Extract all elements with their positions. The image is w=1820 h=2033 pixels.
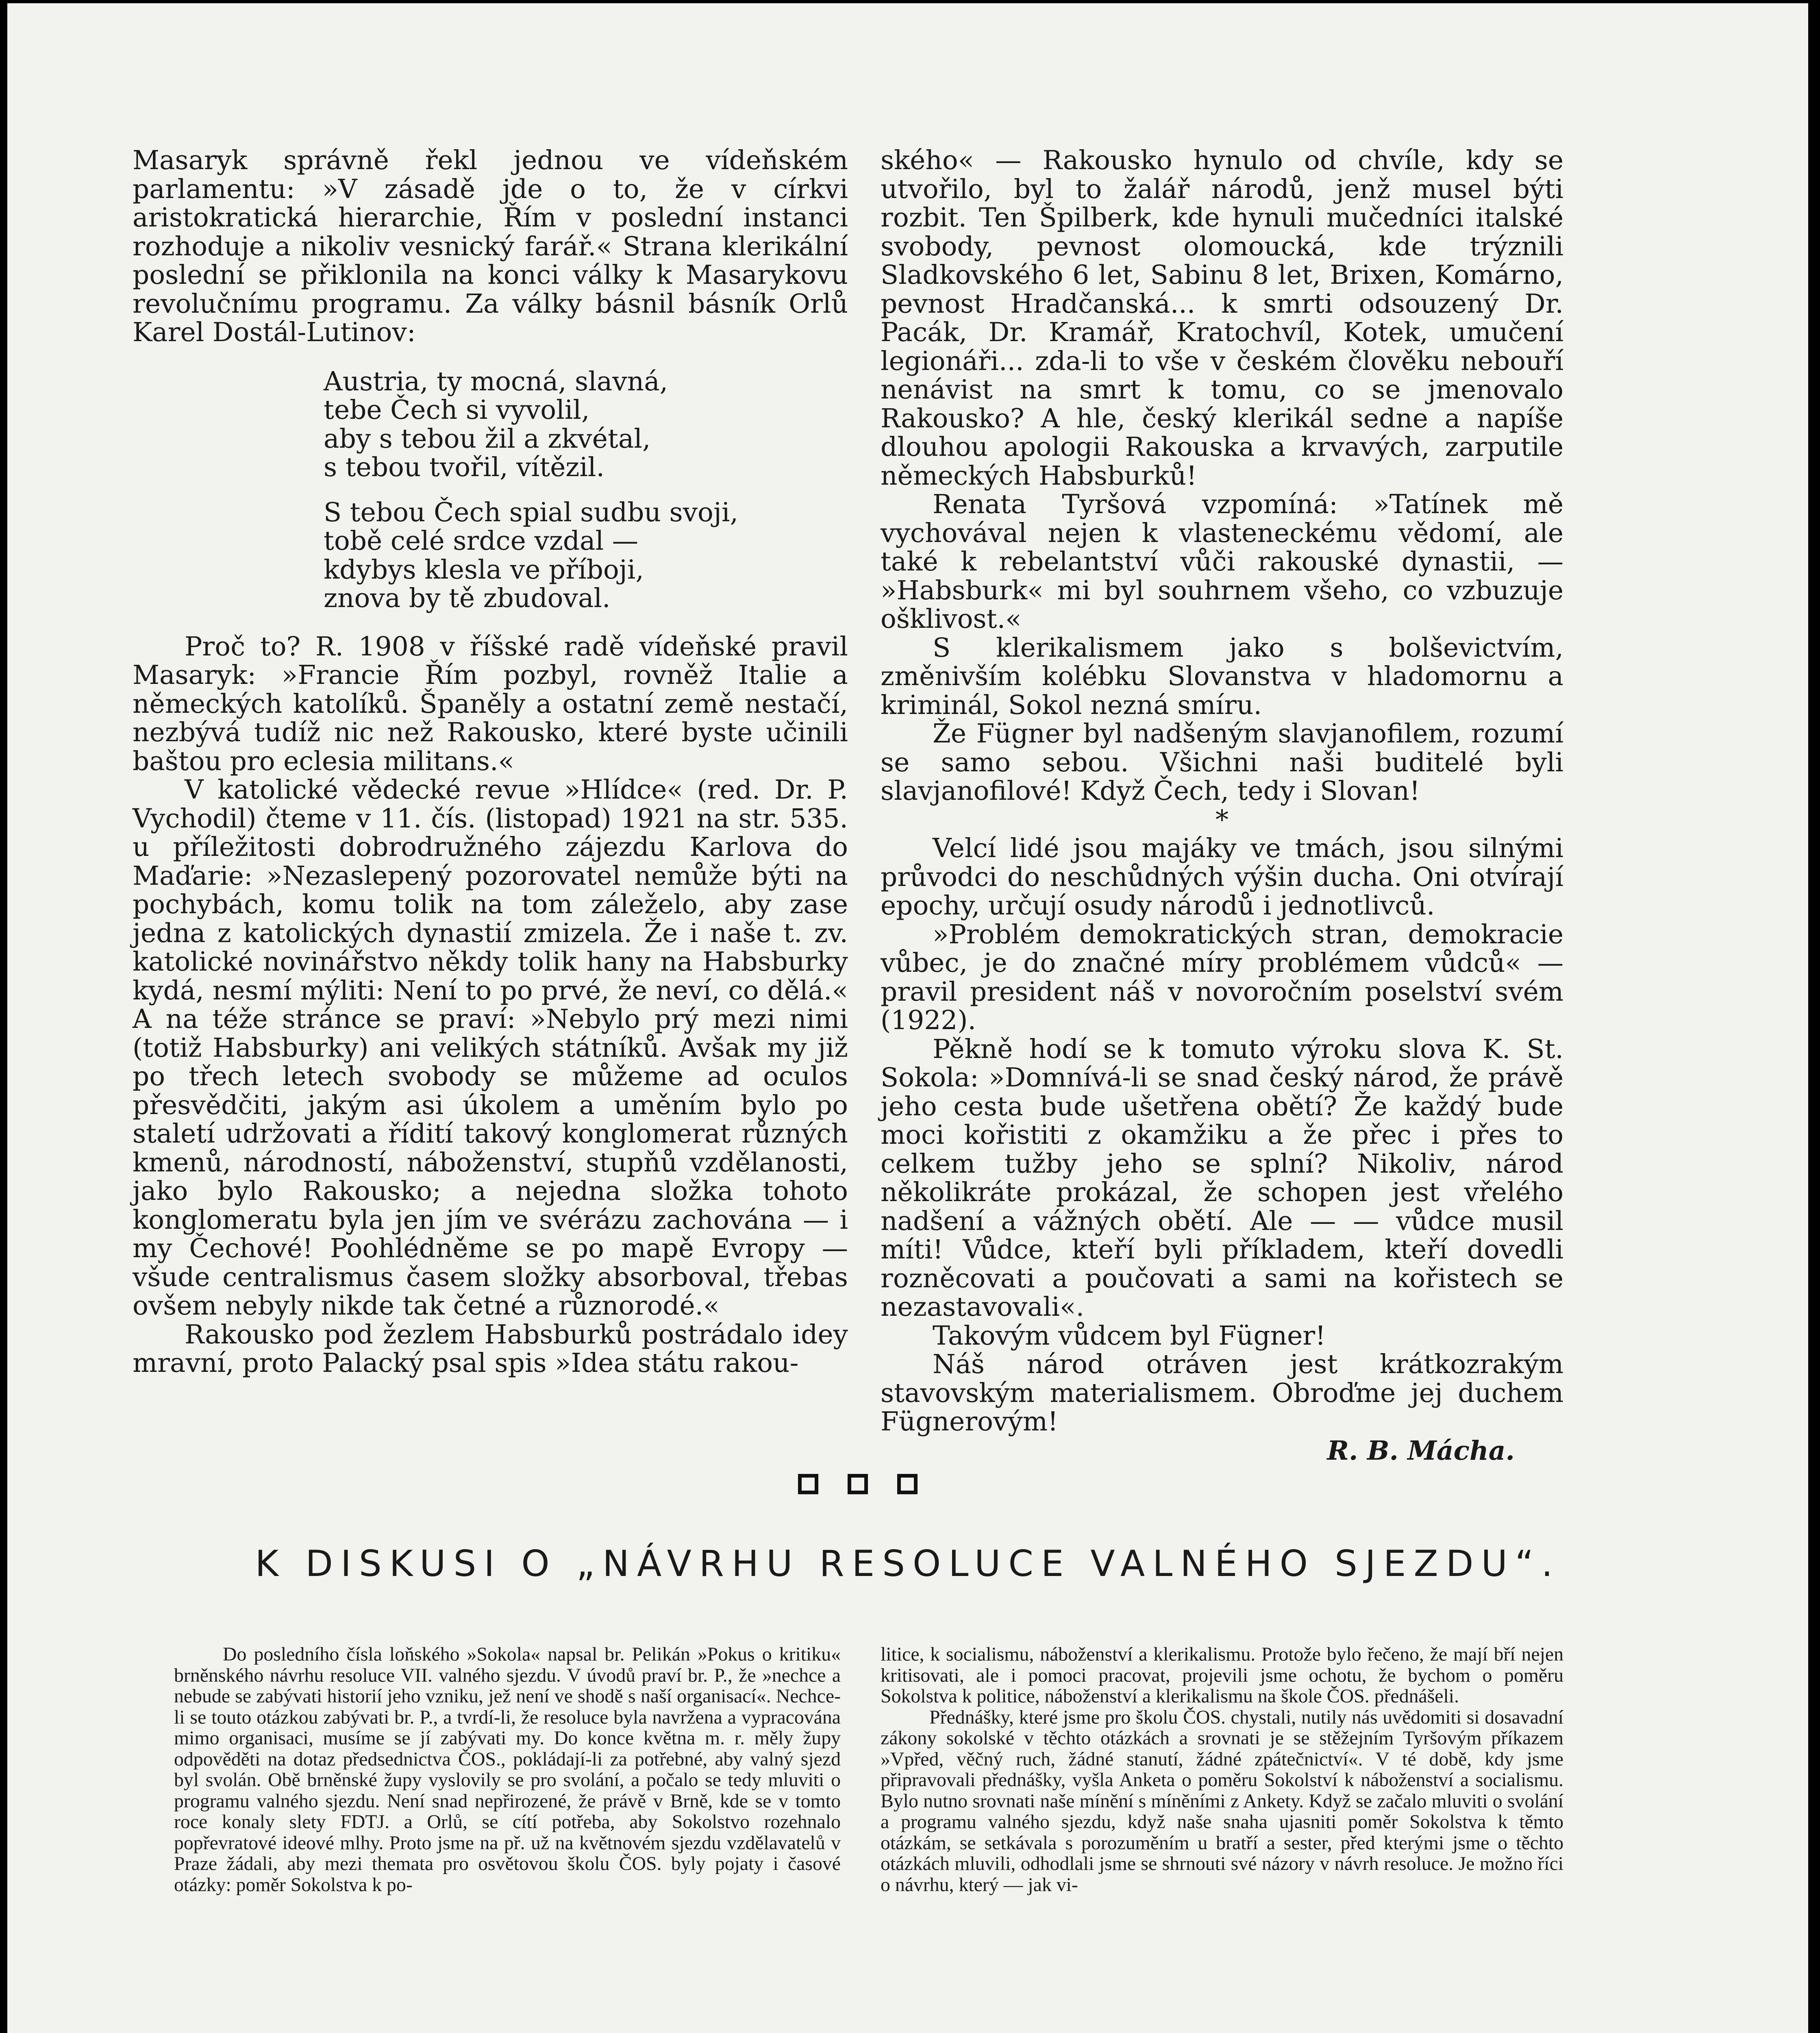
- poem-line: aby s tebou žil a zkvétal,: [324, 423, 651, 454]
- poem-line: S tebou Čech spial sudbu svoji,: [324, 497, 739, 528]
- poem-line: tebe Čech si vyvolil,: [324, 395, 590, 425]
- right-text-column: [881, 146, 1563, 1465]
- article-right-column: [881, 1644, 1563, 1895]
- author-signature: R. B. Mácha.: [1327, 1435, 1515, 1466]
- poem-line: tobě celé srdce vzdal —: [324, 526, 639, 556]
- poem-line: kdybys klesla ve příboji,: [324, 554, 644, 585]
- square-ornament: [798, 1474, 818, 1494]
- poem-stanza: [324, 498, 848, 613]
- square-ornament: [848, 1474, 868, 1494]
- poem-line: s tebou tvořil, vítězil.: [324, 452, 605, 483]
- paragraph: »Problém demokratických stran, demokracie vůbec, je do značné míry problémem vůdců« — pravil president náš v novoročním poselství svém (1922).: [881, 919, 1563, 1036]
- paragraph: Přednášky, které jsme pro školu ČOS. chystali, nutily nás uvědomiti si dosavadní zákony sokolské v těchto otázkách a srovnati je se stěžejním Tyršovým příkazem »Vpřed, věčný ruch, žádné stanutí, žádné zpátečnictví«. V té době, kdy jsme připravovali přednášky, vyšla Anketa o poměru Sokolství k náboženství a socialismu. Bylo nutno srovnati naše mínění s míněními z Ankety. Když se začalo mluviti o svolání a programu valného sjezdu, když naše snaha ujasniti poměr Sokolstva k těmto otázkám, se setkávala s porozuměním u bratří a sester, před kterými jsme o těchto otázkách mluvili, odhodlali jsme se shrnouti své názory v návrh resoluce. Je možno říci o návrhu, který — jak vi-: [881, 1706, 1563, 1896]
- paragraph: Takovým vůdcem byl Fügner!: [933, 1320, 1326, 1351]
- paragraph: S klerikalismem jako s bolševictvím, změnivším kolébku Slovanstva v hladomornu a kriminál, Sokol nezná smíru.: [881, 632, 1563, 720]
- square-ornament: [897, 1474, 918, 1494]
- paragraph: Náš národ otráven jest krátkozrakým stavovským materialismem. Obroďme jej duchem Fügnerovým!: [881, 1349, 1563, 1437]
- paragraph: Velcí lidé jsou majáky ve tmách, jsou silnými průvodci do neschůdných výšin ducha. Oni otvírají epochy, určují osudy národů i jednotlivců.: [881, 833, 1563, 921]
- section-separator-star: *: [1215, 804, 1229, 835]
- paragraph: Do posledního čísla loňského »Sokola« napsal br. Pelikán »Pokus o kritiku« brněnského návrhu resoluce VII. valného sjezdu. V úvodů praví br. P., že »nechce a nebude se zabývati historií jeho vzniku, jež není ve shodě s naší organisací«. Nechce-li se touto otázkou zabývati br. P., a tvrdí-li, že resoluce byla navržena a vypracována mimo organisaci, musíme se jí zabývati my. Do konce května m. r. měly župy odpověděti na dotaz předsednictva ČOS., pokládají-li za potřebné, aby valný sjezd byl svolán. Obě brněnské župy vyslovily se pro svolání, a počalo se tedy mluviti o programu valného sjezdu. Není snad nepřirozené, že právě v Brně, kde se v tomto roce konaly slety FDTJ. a Orlů, se cítí potřeba, aby Sokolstvo rozehnalo popřevratové ideové mlhy. Proto jsme na př. už na květnovém sjezdu vzdělavatelů v Praze žádali, aby mezi themata pro osvětovou školu ČOS. byly pojaty i časové otázky: poměr Sokolstva k po-: [174, 1643, 841, 1896]
- paragraph: Rakousko pod žezlem Habsburků postrádalo idey mravní, proto Palacký psal spis »Idea státu rakou-: [133, 1319, 848, 1378]
- paragraph: Renata Tyršová vzpomíná: »Tatínek mě vychovával nejen k vlasteneckému vědomí, ale také k rebelantství vůči rakouské dynastii, — »Habsburk« mi byl souhrnem všeho, co vzbuzuje ošklivost.«: [881, 489, 1563, 634]
- paragraph: V katolické vědecké revue »Hlídce« (red. Dr. P. Vychodil) čteme v 11. čís. (listopad) 1921 na str. 535. u příležitosti dobrodružného zájezdu Karlova do Maďarie: »Nezaslepený pozorovatel nemůže býti na pochybách, komu tolik na tom záleželo, aby zase jedna z katolických dynastií zmizela. Že i naše t. zv. katolické novinářstvo někdy tolik hany na Habsburky kydá, nesmí mýliti: Není to po prvé, že neví, co dělá.« A na téže stránce se praví: »Nebylo prý mezi nimi (totiž Habsburky) ani velikých státníků. Avšak my již po třech letech svobody se můžeme ad oculos přesvědčiti, jakým asi úkolem a uměním bylo po staletí udržovati a řídití takový konglomerat různých kmenů, národností, náboženství, stupňů vzdělanosti, jako bylo Rakousko; a nejedna složka tohoto konglomeratu byla jen jím ve svérázu zachována — i my Čechové! Poohlédněme se po mapě Evropy — všude centralismus časem složky absorboval, třebas ovšem nebyly nikde tak četné a různorodé.«: [133, 775, 848, 1321]
- paragraph: ského« — Rakousko hynulo od chvíle, kdy se utvořilo, byl to žalář národů, jenž musel býti rozbit. Ten Špilberk, kde hynuli mučedníci italské svobody, pevnost olomoucká, kde trýznili Sladkovského 6 let, Sabinu 8 let, Brixen, Komárno, pevnost Hradčanská... k smrti odsouzený Dr. Pacák, Dr. Kramář, Kratochvíl, Kotek, umučení legionáři... zda-li to vše v českém člověku nebouří nenávist na smrt k tomu, co se jmenovalo Rakousko? A hle, český klerikál sedne a napíše dlouhou apologii Rakouska a krvavých, zarputile německých Habsburků!: [881, 145, 1563, 491]
- left-text-column: [133, 146, 848, 1378]
- paragraph: Masaryk správně řekl jednou ve vídeňském parlamentu: »V zásadě jde o to, že v církvi aristokratická hierarchie, Řím v poslední instanci rozhoduje a nikoliv vesnický farář.« Strana klerikální poslední se přiklonila na konci války k Masarykovu revolučnímu programu. Za války básnil básník Orlů Karel Dostál-Lutinov:: [133, 145, 848, 348]
- paragraph: Pěkně hodí se k tomuto výroku slova K. St. Sokola: »Domnívá-li se snad český národ, že právě jeho cesta bude ušetřena obětí? Že každý bude moci kořistiti z okamžiku a že přec i přes to celkem tužby jeho se splní? Nikoliv, národ několikráte prokázal, že schopen jest vřelého nadšení a vážných obětí. Ale — — vůdce musil míti! Vůdce, kteří byli příkladem, kteří dovedli rozněcovati a poučovati a sami na kořistech se nezastavovali«.: [881, 1034, 1563, 1322]
- poem-line: znova by tě zbudoval.: [324, 583, 611, 614]
- paragraph: Že Fügner byl nadšeným slavjanofilem, rozumí se samo sebou. Všichni naši buditelé byli slavjanofilové! Když Čech, tedy i Slovan!: [881, 718, 1563, 806]
- paragraph: litice, k socialismu, náboženství a klerikalismu. Protože bylo řečeno, že mají bří nejen kritisovati, ale i pomoci pracovat, projevili jsme ochotu, že bychom o poměru Sokolstva k politice, náboženství a klerikalismu na škole ČOS. přednášeli.: [881, 1643, 1563, 1707]
- poem: [133, 368, 848, 613]
- poem-stanza: [324, 368, 848, 482]
- magazine-page: [7, 3, 1808, 2033]
- poem-line: Austria, ty mocná, slavná,: [324, 366, 668, 397]
- paragraph: Proč to? R. 1908 v říšské radě vídeňské pravil Masaryk: »Francie Řím pozbyl, rovněž Italie a německých katolíků. Španěly a ostatní země nestačí, nezbývá tudíž nic než Rakousko, které byste učinili baštou pro eclesia militans.«: [133, 631, 848, 777]
- article-title: K DISKUSI O „NÁVRHU RESOLUCE VALNÉHO SJEZDU“.: [255, 1543, 1561, 1585]
- article-left-column: [174, 1644, 841, 1895]
- section-divider: [798, 1474, 918, 1494]
